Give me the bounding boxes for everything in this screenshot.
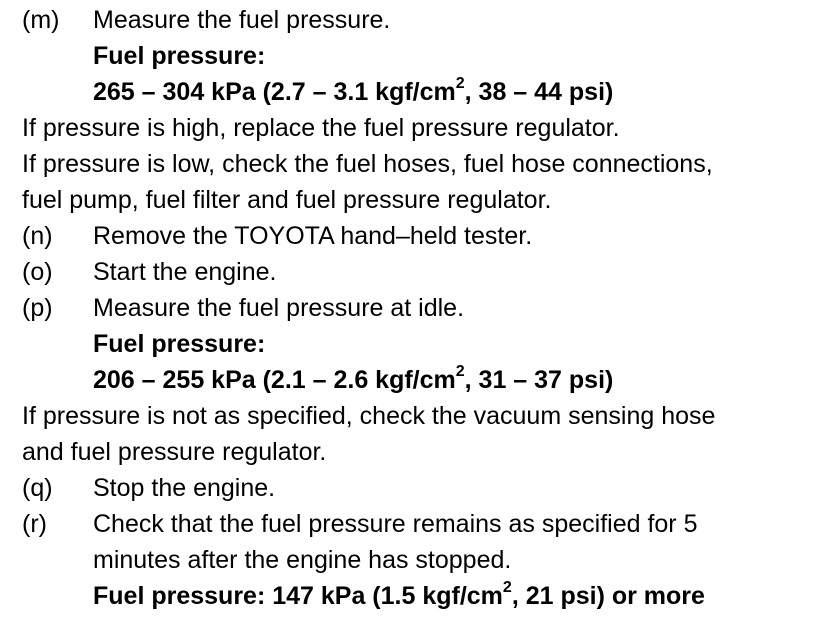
spec-value-part-a: Fuel pressure: 147 kPa (1.5 kgf/cm — [93, 582, 503, 610]
note-text: If pressure is high, replace the fuel pressure regulator. — [22, 114, 620, 142]
note-line1 — [22, 398, 822, 434]
spec-heading — [22, 38, 822, 74]
step-text: Measure the fuel pressure at idle. — [93, 294, 465, 322]
step-n — [22, 218, 822, 254]
spec-heading-text: Fuel pressure: — [93, 330, 266, 358]
spec-value-text — [93, 578, 705, 614]
note-line2 — [22, 434, 822, 470]
step-text: minutes after the engine has stopped. — [93, 546, 512, 574]
note-text: If pressure is low, check the fuel hoses, fuel hose connections, — [22, 150, 713, 178]
spec-value-superscript: 2 — [455, 74, 465, 92]
spec-value-part-b: , 31 – 37 psi) — [464, 366, 614, 394]
note-high — [22, 110, 822, 146]
step-q — [22, 470, 822, 506]
step-label: (n) — [22, 222, 53, 250]
step-text: Start the engine. — [93, 258, 277, 286]
spec-value-part-a: 265 – 304 kPa (2.7 – 3.1 kgf/cm — [93, 78, 456, 106]
spec-value-superscript: 2 — [502, 578, 512, 596]
step-label: (m) — [22, 6, 60, 34]
note-low-line2 — [22, 182, 822, 218]
step-r-continued — [22, 542, 822, 578]
step-text: Measure the fuel pressure. — [93, 6, 391, 34]
spec-value-part-a: 206 – 255 kPa (2.1 – 2.6 kgf/cm — [93, 366, 456, 394]
procedure-document — [22, 0, 822, 614]
step-text: Check that the fuel pressure remains as specified for 5 — [93, 510, 698, 538]
step-label: (p) — [22, 294, 53, 322]
step-p — [22, 290, 822, 326]
note-text: and fuel pressure regulator. — [22, 438, 327, 466]
step-text: Stop the engine. — [93, 474, 276, 502]
note-text: If pressure is not as specified, check the vacuum sensing hose — [22, 402, 716, 430]
step-label: (o) — [22, 258, 53, 286]
step-m — [22, 2, 822, 38]
step-label: (q) — [22, 474, 53, 502]
note-text: fuel pump, fuel filter and fuel pressure regulator. — [22, 186, 552, 214]
spec-value-text — [93, 74, 613, 110]
spec-value-part-b: , 21 psi) or more — [511, 582, 705, 610]
spec-value — [22, 578, 822, 614]
spec-heading-text: Fuel pressure: — [93, 42, 266, 70]
note-low-line1 — [22, 146, 822, 182]
step-r — [22, 506, 822, 542]
step-o — [22, 254, 822, 290]
spec-value-superscript: 2 — [455, 362, 465, 380]
spec-value-text — [93, 362, 613, 398]
spec-value-part-b: , 38 – 44 psi) — [464, 78, 614, 106]
step-label: (r) — [22, 510, 47, 538]
step-text: Remove the TOYOTA hand–held tester. — [93, 222, 533, 250]
spec-value — [22, 74, 822, 110]
spec-heading — [22, 326, 822, 362]
spec-value — [22, 362, 822, 398]
